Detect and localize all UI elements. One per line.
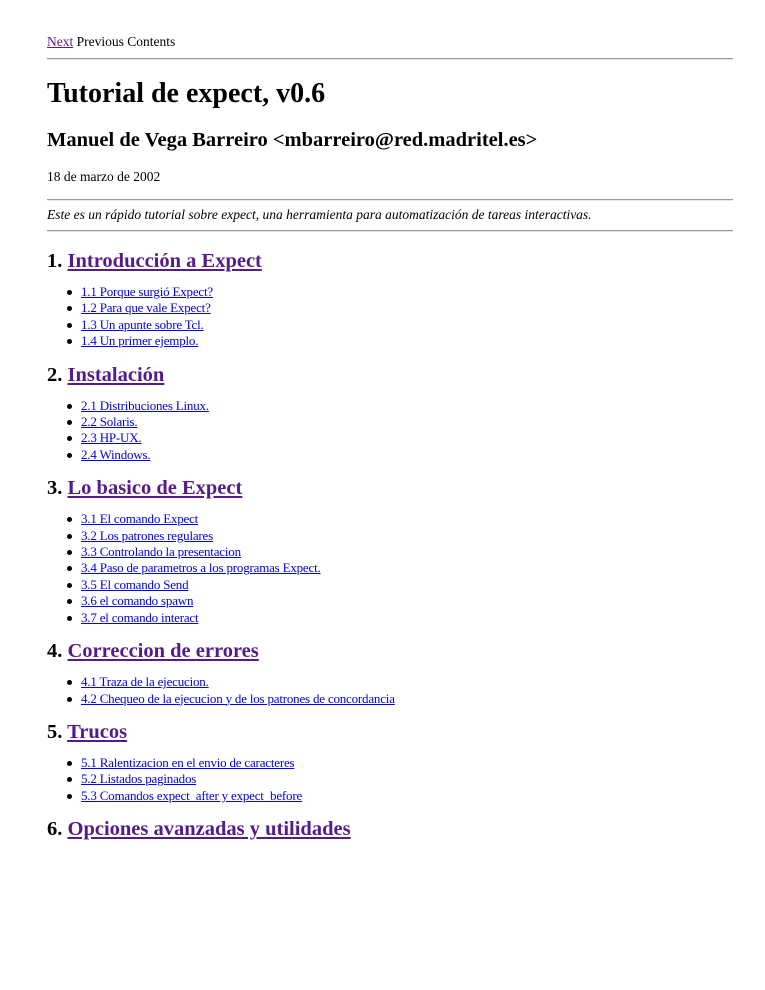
previous-label: Previous xyxy=(76,34,124,49)
section-number: 1. xyxy=(47,250,63,272)
list-item xyxy=(81,593,733,609)
section-number: 3. xyxy=(47,477,63,500)
publication-date: 18 de marzo de 2002 xyxy=(47,169,161,184)
contents-label: Contents xyxy=(127,34,176,49)
subsection-link[interactable]: 4.1 Traza de la ejecucion. xyxy=(81,674,209,690)
list-item xyxy=(81,674,733,690)
table-of-contents xyxy=(47,248,733,842)
subsection-link[interactable]: 1.1 Porque surgió Expect? xyxy=(81,284,213,299)
list-item xyxy=(81,447,733,463)
list-item xyxy=(81,544,733,560)
subsection-link[interactable]: 3.3 Controlando la presentacion xyxy=(81,544,241,560)
list-item xyxy=(81,528,733,544)
subsection-link[interactable]: 4.2 Chequeo de la ejecucion y de los patrones de concordancia xyxy=(81,690,395,706)
subsection-link[interactable]: 1.2 Para que vale Expect? xyxy=(81,300,211,316)
list-item xyxy=(81,788,733,804)
list-item xyxy=(81,755,733,771)
subsection-link[interactable]: 3.5 El comando Send xyxy=(81,576,189,592)
top-navigation xyxy=(47,34,175,50)
list-item xyxy=(81,414,733,430)
toc-section xyxy=(47,248,733,350)
subsection-link[interactable]: 5.3 Comandos expect_after y expect_before xyxy=(81,787,303,803)
list-item xyxy=(81,691,733,707)
section-title-link[interactable]: Opciones avanzadas y utilidades xyxy=(67,818,351,841)
section-heading xyxy=(47,816,733,842)
section-title-link[interactable]: Correccion de errores xyxy=(67,640,259,663)
toc-section xyxy=(47,362,733,464)
section-title-link[interactable]: Instalación xyxy=(67,363,165,386)
list-item xyxy=(81,577,733,593)
list-item xyxy=(81,771,733,787)
subsection-link[interactable]: 2.2 Solaris. xyxy=(81,414,138,430)
author-line: Manuel de Vega Barreiro <mbarreiro@red.madritel.es> xyxy=(47,129,538,151)
section-title-link[interactable]: Trucos xyxy=(67,720,128,743)
top-divider xyxy=(47,58,733,60)
list-item xyxy=(81,560,733,576)
section-number: 4. xyxy=(47,640,63,663)
subsection-link[interactable]: 1.4 Un primer ejemplo. xyxy=(81,333,199,349)
list-item xyxy=(81,398,733,414)
list-item xyxy=(81,317,733,333)
subsection-list xyxy=(47,398,733,464)
abstract-text: Este es un rápido tutorial sobre expect, una herramienta para automatización de tareas interactivas. xyxy=(47,207,592,222)
page-title: Tutorial de expect, v0.6 xyxy=(47,78,326,109)
subsection-link[interactable]: 3.4 Paso de parametros a los programas Expect. xyxy=(81,560,321,576)
section-heading xyxy=(47,248,733,274)
section-number: 2. xyxy=(47,363,63,386)
subsection-link[interactable]: 3.7 el comando interact xyxy=(81,609,199,625)
list-item xyxy=(81,610,733,626)
subsection-link[interactable]: 5.2 Listados paginados xyxy=(81,771,197,787)
section-title-link[interactable]: Lo basico de Expect xyxy=(67,477,243,500)
subsection-link[interactable]: 3.1 El comando Expect xyxy=(81,511,199,527)
section-number: 6. xyxy=(47,818,63,841)
next-link[interactable]: Next xyxy=(47,34,74,49)
subsection-list xyxy=(47,674,733,707)
subsection-link[interactable]: 2.4 Windows. xyxy=(81,446,151,462)
toc-section xyxy=(47,816,733,842)
subsection-link[interactable]: 2.3 HP-UX. xyxy=(81,430,142,446)
section-title-link[interactable]: Introducción a Expect xyxy=(67,250,262,272)
section-heading xyxy=(47,362,733,388)
section-number: 5. xyxy=(47,720,63,743)
subsection-list xyxy=(47,755,733,804)
list-item xyxy=(81,430,733,446)
subsection-link[interactable]: 5.1 Ralentizacion en el envio de caracteres xyxy=(81,754,295,770)
list-item xyxy=(81,333,733,349)
subsection-link[interactable]: 3.2 Los patrones regulares xyxy=(81,527,213,543)
section-heading xyxy=(47,475,733,501)
subsection-list xyxy=(47,511,733,626)
abstract-divider-bottom xyxy=(47,230,733,232)
subsection-list xyxy=(47,284,733,350)
list-item xyxy=(81,511,733,527)
toc-section xyxy=(47,475,733,626)
abstract-divider-top xyxy=(47,199,733,201)
toc-section xyxy=(47,638,733,707)
toc-section xyxy=(47,719,733,804)
list-item xyxy=(81,300,733,316)
subsection-link[interactable]: 1.3 Un apunte sobre Tcl. xyxy=(81,316,204,332)
subsection-link[interactable]: 2.1 Distribuciones Linux. xyxy=(81,397,209,413)
section-heading xyxy=(47,638,733,664)
subsection-link[interactable]: 3.6 el comando spawn xyxy=(81,593,194,609)
section-heading xyxy=(47,719,733,745)
list-item xyxy=(81,284,733,300)
